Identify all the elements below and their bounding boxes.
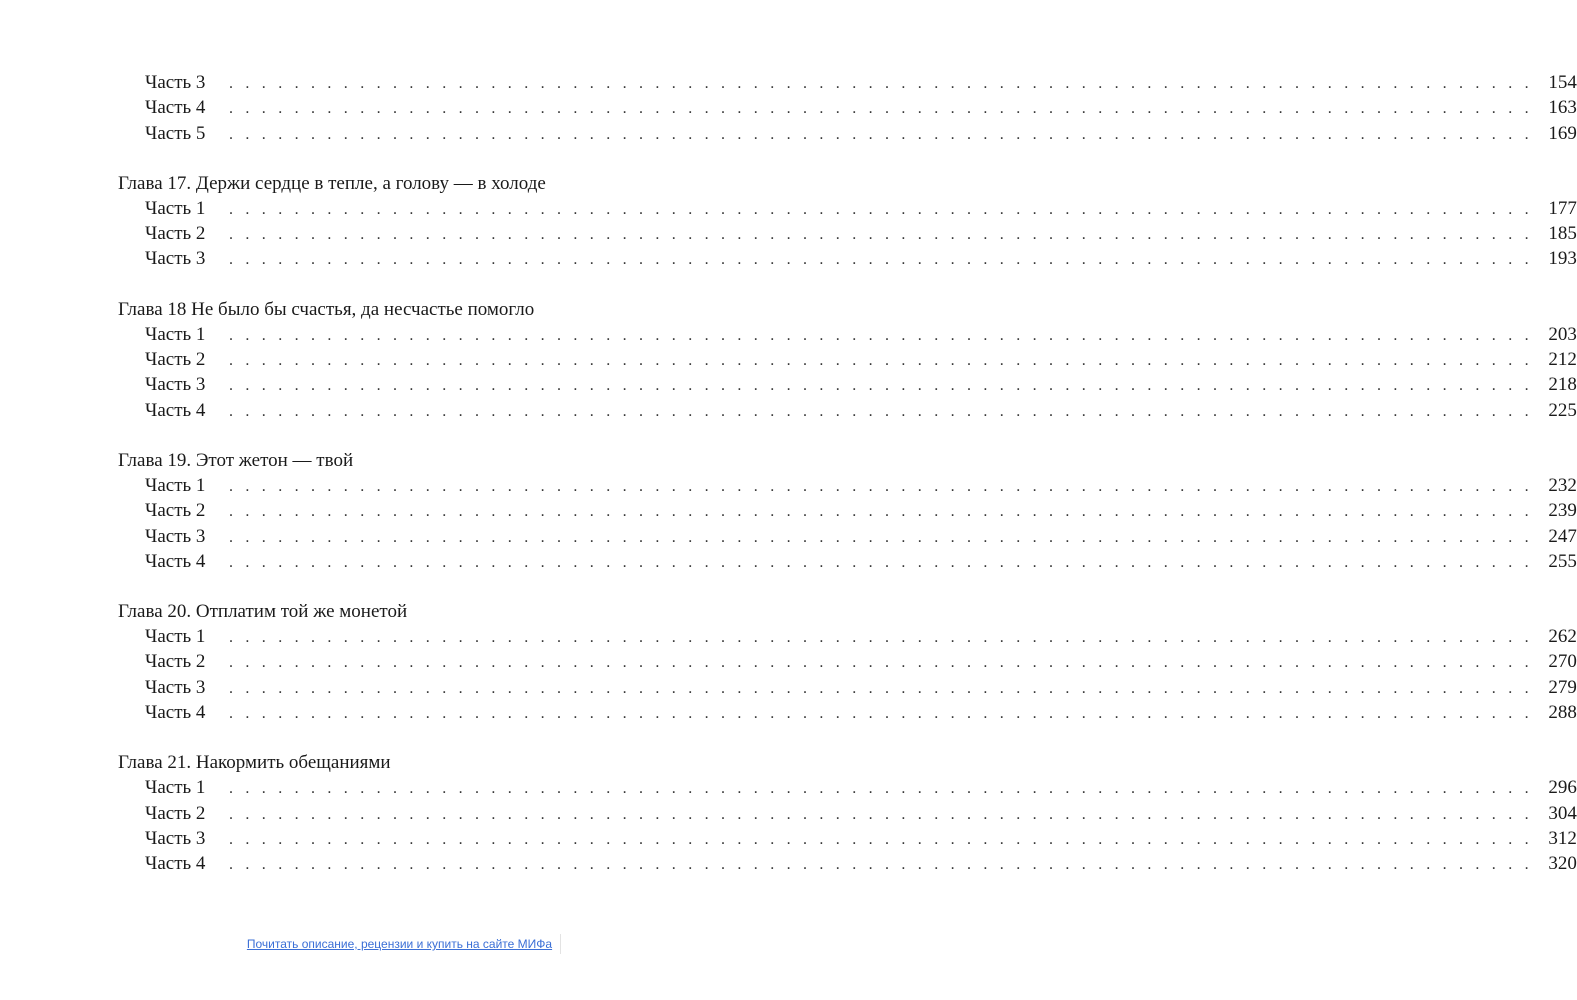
part-label: Часть 1	[145, 474, 206, 496]
part-label: Часть 4	[145, 853, 206, 875]
part-label: Часть 2	[145, 802, 206, 824]
dot-leader: . . . . . . . . . . . . . . . . . . . . . . . . . . . . . . . . . . . . . . . . . . . . . . . . . . . . . . . . . . . . . . . . . . . . . . . . . . . . . . . .	[229, 654, 1533, 672]
dot-leader: . . . . . . . . . . . . . . . . . . . . . . . . . . . . . . . . . . . . . . . . . . . . . . . . . . . . . . . . . . . . . . . . . . . . . . . . . . . . . . . .	[229, 629, 1533, 647]
toc-part-entry	[118, 675, 1577, 700]
part-label: Часть 3	[145, 248, 206, 270]
toc-part-entry	[118, 524, 1577, 549]
toc-part-entry	[118, 70, 1577, 95]
dot-leader: . . . . . . . . . . . . . . . . . . . . . . . . . . . . . . . . . . . . . . . . . . . . . . . . . . . . . . . . . . . . . . . . . . . . . . . . . . . . . . . .	[229, 805, 1533, 823]
dot-leader: . . . . . . . . . . . . . . . . . . . . . . . . . . . . . . . . . . . . . . . . . . . . . . . . . . . . . . . . . . . . . . . . . . . . . . . . . . . . . . . .	[229, 830, 1533, 848]
toc-part-entry	[118, 700, 1577, 725]
page-number: 232	[1548, 474, 1577, 496]
part-label: Часть 4	[145, 702, 206, 724]
toc-part-entry	[118, 549, 1577, 574]
page-number: 320	[1548, 853, 1577, 875]
toc-part-entry	[118, 826, 1577, 851]
page-number: 218	[1548, 374, 1577, 396]
part-label: Часть 4	[145, 550, 206, 572]
dot-leader: . . . . . . . . . . . . . . . . . . . . . . . . . . . . . . . . . . . . . . . . . . . . . . . . . . . . . . . . . . . . . . . . . . . . . . . . . . . . . . . .	[229, 377, 1533, 395]
page-number: 212	[1548, 349, 1577, 371]
page-number: 247	[1548, 525, 1577, 547]
part-label: Часть 5	[145, 122, 206, 144]
dot-leader: . . . . . . . . . . . . . . . . . . . . . . . . . . . . . . . . . . . . . . . . . . . . . . . . . . . . . . . . . . . . . . . . . . . . . . . . . . . . . . . .	[229, 100, 1533, 118]
page-number: 239	[1548, 500, 1577, 522]
buy-on-mif-link[interactable]: Почитать описание, рецензии и купить на сайте МИФа	[239, 934, 561, 954]
toc-part-entry	[118, 775, 1577, 800]
dot-leader: . . . . . . . . . . . . . . . . . . . . . . . . . . . . . . . . . . . . . . . . . . . . . . . . . . . . . . . . . . . . . . . . . . . . . . . . . . . . . . . .	[229, 503, 1533, 521]
dot-leader: . . . . . . . . . . . . . . . . . . . . . . . . . . . . . . . . . . . . . . . . . . . . . . . . . . . . . . . . . . . . . . . . . . . . . . . . . . . . . . . .	[229, 251, 1533, 269]
toc-chapter	[118, 599, 1577, 725]
chapter-title: Глава 17. Держи сердце в тепле, а голову — в холоде	[118, 172, 546, 194]
dot-leader: . . . . . . . . . . . . . . . . . . . . . . . . . . . . . . . . . . . . . . . . . . . . . . . . . . . . . . . . . . . . . . . . . . . . . . . . . . . . . . . .	[229, 553, 1533, 571]
page-number: 304	[1548, 802, 1577, 824]
page-number: 270	[1548, 651, 1577, 673]
dot-leader: . . . . . . . . . . . . . . . . . . . . . . . . . . . . . . . . . . . . . . . . . . . . . . . . . . . . . . . . . . . . . . . . . . . . . . . . . . . . . . . .	[229, 226, 1533, 244]
toc-part-entry	[118, 372, 1577, 397]
page-number: 177	[1548, 197, 1577, 219]
toc-part-entry	[118, 801, 1577, 826]
dot-leader: . . . . . . . . . . . . . . . . . . . . . . . . . . . . . . . . . . . . . . . . . . . . . . . . . . . . . . . . . . . . . . . . . . . . . . . . . . . . . . . .	[229, 75, 1533, 92]
toc-part-entry	[118, 95, 1577, 120]
part-label: Часть 2	[145, 223, 206, 245]
dot-leader: . . . . . . . . . . . . . . . . . . . . . . . . . . . . . . . . . . . . . . . . . . . . . . . . . . . . . . . . . . . . . . . . . . . . . . . . . . . . . . . .	[229, 326, 1533, 344]
part-label: Часть 2	[145, 349, 206, 371]
toc-chapter	[118, 70, 1577, 146]
toc-part-entry	[118, 624, 1577, 649]
page-number: 288	[1548, 702, 1577, 724]
page-number: 225	[1548, 399, 1577, 421]
dot-leader: . . . . . . . . . . . . . . . . . . . . . . . . . . . . . . . . . . . . . . . . . . . . . . . . . . . . . . . . . . . . . . . . . . . . . . . . . . . . . . . .	[229, 200, 1533, 218]
table-of-contents	[118, 70, 1577, 902]
toc-chapter	[118, 171, 1577, 272]
page-number: 203	[1548, 323, 1577, 345]
part-label: Часть 3	[145, 374, 206, 396]
page-number: 312	[1548, 827, 1577, 849]
part-label: Часть 1	[145, 777, 206, 799]
part-label: Часть 1	[145, 323, 206, 345]
part-label: Часть 3	[145, 72, 206, 93]
page-number: 154	[1548, 72, 1577, 93]
toc-part-entry	[118, 322, 1577, 347]
chapter-title: Глава 21. Накормить обещаниями	[118, 752, 391, 774]
page-number: 193	[1548, 248, 1577, 270]
dot-leader: . . . . . . . . . . . . . . . . . . . . . . . . . . . . . . . . . . . . . . . . . . . . . . . . . . . . . . . . . . . . . . . . . . . . . . . . . . . . . . . .	[229, 679, 1533, 697]
page-number: 255	[1548, 550, 1577, 572]
toc-part-entry	[118, 851, 1577, 876]
toc-part-entry	[118, 246, 1577, 271]
toc-part-entry	[118, 221, 1577, 246]
dot-leader: . . . . . . . . . . . . . . . . . . . . . . . . . . . . . . . . . . . . . . . . . . . . . . . . . . . . . . . . . . . . . . . . . . . . . . . . . . . . . . . .	[229, 856, 1533, 874]
page-number: 163	[1548, 97, 1577, 119]
dot-leader: . . . . . . . . . . . . . . . . . . . . . . . . . . . . . . . . . . . . . . . . . . . . . . . . . . . . . . . . . . . . . . . . . . . . . . . . . . . . . . . .	[229, 780, 1533, 798]
chapter-title: Глава 20. Отплатим той же монетой	[118, 601, 408, 623]
toc-part-entry	[118, 347, 1577, 372]
page-number: 169	[1548, 122, 1577, 144]
page-number: 279	[1548, 676, 1577, 698]
part-label: Часть 3	[145, 676, 206, 698]
part-label: Часть 1	[145, 626, 206, 648]
part-label: Часть 4	[145, 399, 206, 421]
toc-part-entry	[118, 398, 1577, 423]
part-label: Часть 3	[145, 525, 206, 547]
chapter-title: Глава 19. Этот жетон — твой	[118, 449, 354, 471]
dot-leader: . . . . . . . . . . . . . . . . . . . . . . . . . . . . . . . . . . . . . . . . . . . . . . . . . . . . . . . . . . . . . . . . . . . . . . . . . . . . . . . .	[229, 352, 1533, 370]
toc-chapter	[118, 297, 1577, 423]
part-label: Часть 2	[145, 651, 206, 673]
toc-part-entry	[118, 121, 1577, 146]
toc-chapter	[118, 750, 1577, 876]
dot-leader: . . . . . . . . . . . . . . . . . . . . . . . . . . . . . . . . . . . . . . . . . . . . . . . . . . . . . . . . . . . . . . . . . . . . . . . . . . . . . . . .	[229, 705, 1533, 723]
dot-leader: . . . . . . . . . . . . . . . . . . . . . . . . . . . . . . . . . . . . . . . . . . . . . . . . . . . . . . . . . . . . . . . . . . . . . . . . . . . . . . . .	[229, 125, 1533, 143]
part-label: Часть 4	[145, 97, 206, 119]
page-number: 262	[1548, 626, 1577, 648]
part-label: Часть 1	[145, 197, 206, 219]
chapter-title: Глава 18 Не было бы счастья, да несчастье помогло	[118, 298, 535, 320]
dot-leader: . . . . . . . . . . . . . . . . . . . . . . . . . . . . . . . . . . . . . . . . . . . . . . . . . . . . . . . . . . . . . . . . . . . . . . . . . . . . . . . .	[229, 528, 1533, 546]
toc-part-entry	[118, 649, 1577, 674]
page-number: 296	[1548, 777, 1577, 799]
dot-leader: . . . . . . . . . . . . . . . . . . . . . . . . . . . . . . . . . . . . . . . . . . . . . . . . . . . . . . . . . . . . . . . . . . . . . . . . . . . . . . . .	[229, 477, 1533, 495]
toc-part-entry	[118, 473, 1577, 498]
part-label: Часть 2	[145, 500, 206, 522]
toc-part-entry	[118, 196, 1577, 221]
toc-chapter	[118, 448, 1577, 574]
footer	[0, 937, 800, 951]
page-number: 185	[1548, 223, 1577, 245]
toc-part-entry	[118, 498, 1577, 523]
part-label: Часть 3	[145, 827, 206, 849]
dot-leader: . . . . . . . . . . . . . . . . . . . . . . . . . . . . . . . . . . . . . . . . . . . . . . . . . . . . . . . . . . . . . . . . . . . . . . . . . . . . . . . .	[229, 402, 1533, 420]
